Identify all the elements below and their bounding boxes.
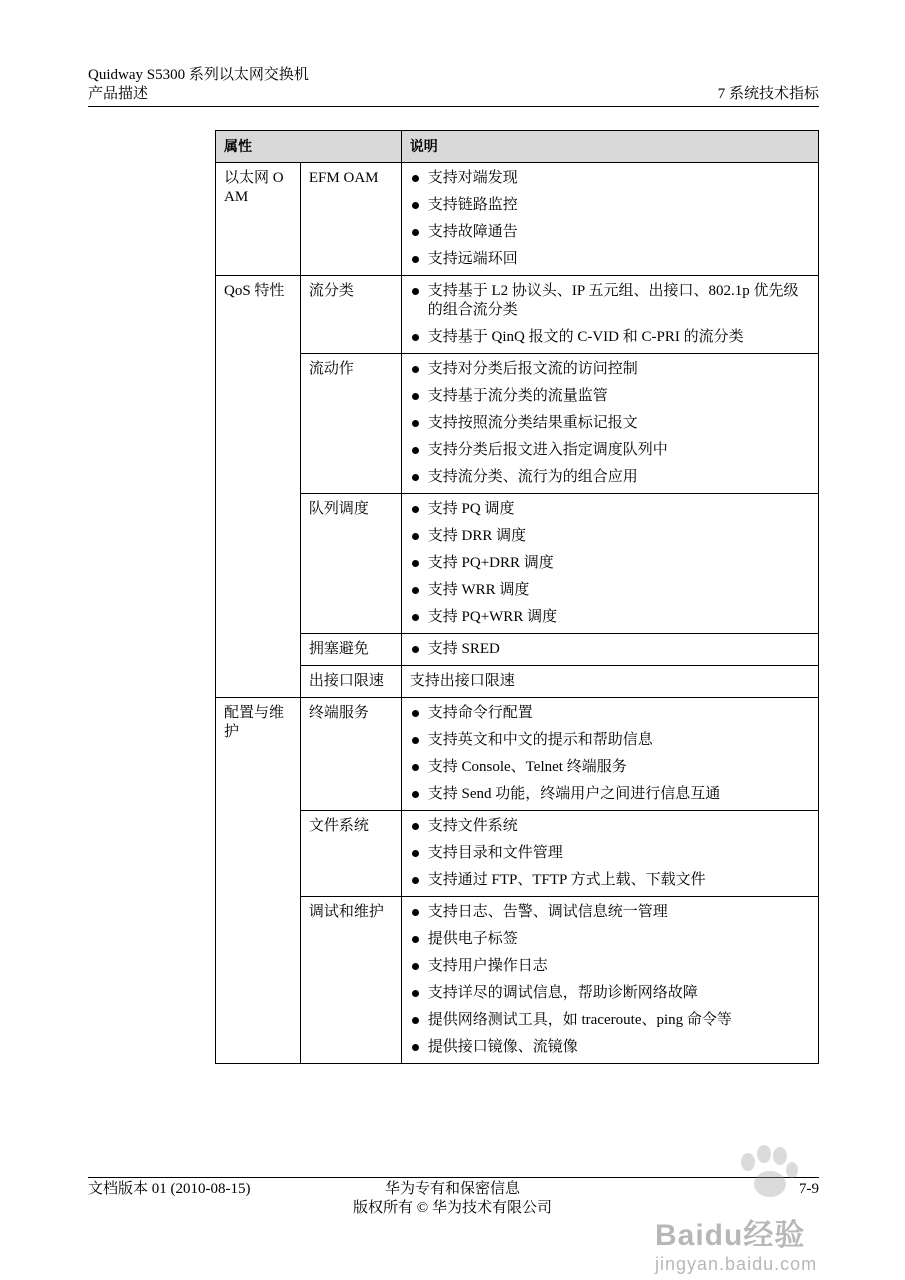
list-item: 支持链路监控 bbox=[410, 196, 810, 215]
description-cell bbox=[401, 634, 818, 666]
description-cell bbox=[401, 897, 818, 1064]
table-header-row bbox=[216, 131, 819, 163]
table-row bbox=[216, 811, 819, 897]
table-row bbox=[216, 634, 819, 666]
copyright-notice: 版权所有 © 华为技术有限公司 bbox=[353, 1200, 552, 1216]
column-header-description: 说明 bbox=[401, 131, 818, 163]
list-item: 支持 SRED bbox=[410, 640, 810, 659]
table-row bbox=[216, 276, 819, 354]
table-row bbox=[216, 666, 819, 698]
subcategory-cell: 终端服务 bbox=[300, 698, 401, 811]
description-cell bbox=[401, 354, 818, 494]
document-version: 文档版本 01 (2010-08-15) bbox=[88, 1181, 251, 1197]
list-item: 支持 DRR 调度 bbox=[410, 527, 810, 546]
column-header-attribute: 属性 bbox=[216, 131, 402, 163]
description-cell bbox=[401, 698, 818, 811]
list-item: 提供网络测试工具，如 traceroute、ping 命令等 bbox=[410, 1011, 810, 1030]
list-item: 支持基于流分类的流量监管 bbox=[410, 387, 810, 406]
description-cell: 支持出接口限速 bbox=[401, 666, 818, 698]
list-item: 支持远端环回 bbox=[410, 250, 810, 269]
watermark-url: jingyan.baidu.com bbox=[655, 1254, 818, 1274]
subcategory-cell: EFM OAM bbox=[300, 163, 401, 276]
list-item: 支持故障通告 bbox=[410, 223, 810, 242]
spec-table bbox=[215, 130, 819, 1064]
table-row bbox=[216, 494, 819, 634]
list-item: 支持基于 QinQ 报文的 C-VID 和 C-PRI 的流分类 bbox=[410, 328, 810, 347]
header-divider bbox=[88, 106, 819, 107]
subcategory-cell: 文件系统 bbox=[300, 811, 401, 897]
list-item: 支持 WRR 调度 bbox=[410, 581, 810, 600]
description-cell bbox=[401, 494, 818, 634]
list-item: 支持文件系统 bbox=[410, 817, 810, 836]
category-cell: 以太网 OAM bbox=[216, 163, 301, 276]
table-row bbox=[216, 354, 819, 494]
list-item: 提供电子标签 bbox=[410, 930, 810, 949]
list-item: 支持对分类后报文流的访问控制 bbox=[410, 360, 810, 379]
list-item: 支持流分类、流行为的组合应用 bbox=[410, 468, 810, 487]
description-cell bbox=[401, 811, 818, 897]
document-header bbox=[88, 66, 309, 104]
subcategory-cell: 调试和维护 bbox=[300, 897, 401, 1064]
list-item: 支持按照流分类结果重标记报文 bbox=[410, 414, 810, 433]
table-row bbox=[216, 163, 819, 276]
subcategory-cell: 队列调度 bbox=[300, 494, 401, 634]
list-item: 支持 Send 功能，终端用户之间进行信息互通 bbox=[410, 785, 810, 804]
confidentiality-notice: 华为专有和保密信息 bbox=[384, 1181, 520, 1197]
table-row bbox=[216, 698, 819, 811]
table-row bbox=[216, 897, 819, 1064]
watermark-text bbox=[655, 1210, 817, 1275]
list-item: 支持 PQ+DRR 调度 bbox=[410, 554, 810, 573]
list-item: 支持 PQ+WRR 调度 bbox=[410, 608, 810, 627]
list-item: 提供接口镜像、流镜像 bbox=[410, 1038, 810, 1057]
list-item: 支持目录和文件管理 bbox=[410, 844, 810, 863]
list-item: 支持日志、告警、调试信息统一管理 bbox=[410, 903, 810, 922]
subcategory-cell: 流动作 bbox=[300, 354, 401, 494]
document-type: 产品描述 bbox=[88, 86, 149, 102]
list-item: 支持对端发现 bbox=[410, 169, 810, 188]
list-item: 支持通过 FTP、TFTP 方式上载、下载文件 bbox=[410, 871, 810, 890]
subcategory-cell: 出接口限速 bbox=[300, 666, 401, 698]
list-item: 支持基于 L2 协议头、IP 五元组、出接口、802.1p 优先级的组合流分类 bbox=[410, 282, 810, 320]
list-item: 支持用户操作日志 bbox=[410, 957, 810, 976]
description-cell bbox=[401, 276, 818, 354]
list-item: 支持 Console、Telnet 终端服务 bbox=[410, 758, 810, 777]
list-item: 支持详尽的调试信息，帮助诊断网络故障 bbox=[410, 984, 810, 1003]
list-item: 支持 PQ 调度 bbox=[410, 500, 810, 519]
list-item: 支持分类后报文进入指定调度队列中 bbox=[410, 441, 810, 460]
product-title: Quidway S5300 系列以太网交换机 bbox=[88, 67, 309, 83]
subcategory-cell: 流分类 bbox=[300, 276, 401, 354]
chapter-title: 7 系统技术指标 bbox=[717, 86, 819, 102]
category-cell: 配置与维护 bbox=[216, 698, 301, 1064]
watermark-brand: Baidu经验 bbox=[655, 1219, 806, 1252]
list-item: 支持英文和中文的提示和帮助信息 bbox=[410, 731, 810, 750]
page-number: 7-9 bbox=[799, 1181, 819, 1197]
category-cell: QoS 特性 bbox=[216, 276, 301, 698]
subcategory-cell: 拥塞避免 bbox=[300, 634, 401, 666]
list-item: 支持命令行配置 bbox=[410, 704, 810, 723]
description-cell bbox=[401, 163, 818, 276]
